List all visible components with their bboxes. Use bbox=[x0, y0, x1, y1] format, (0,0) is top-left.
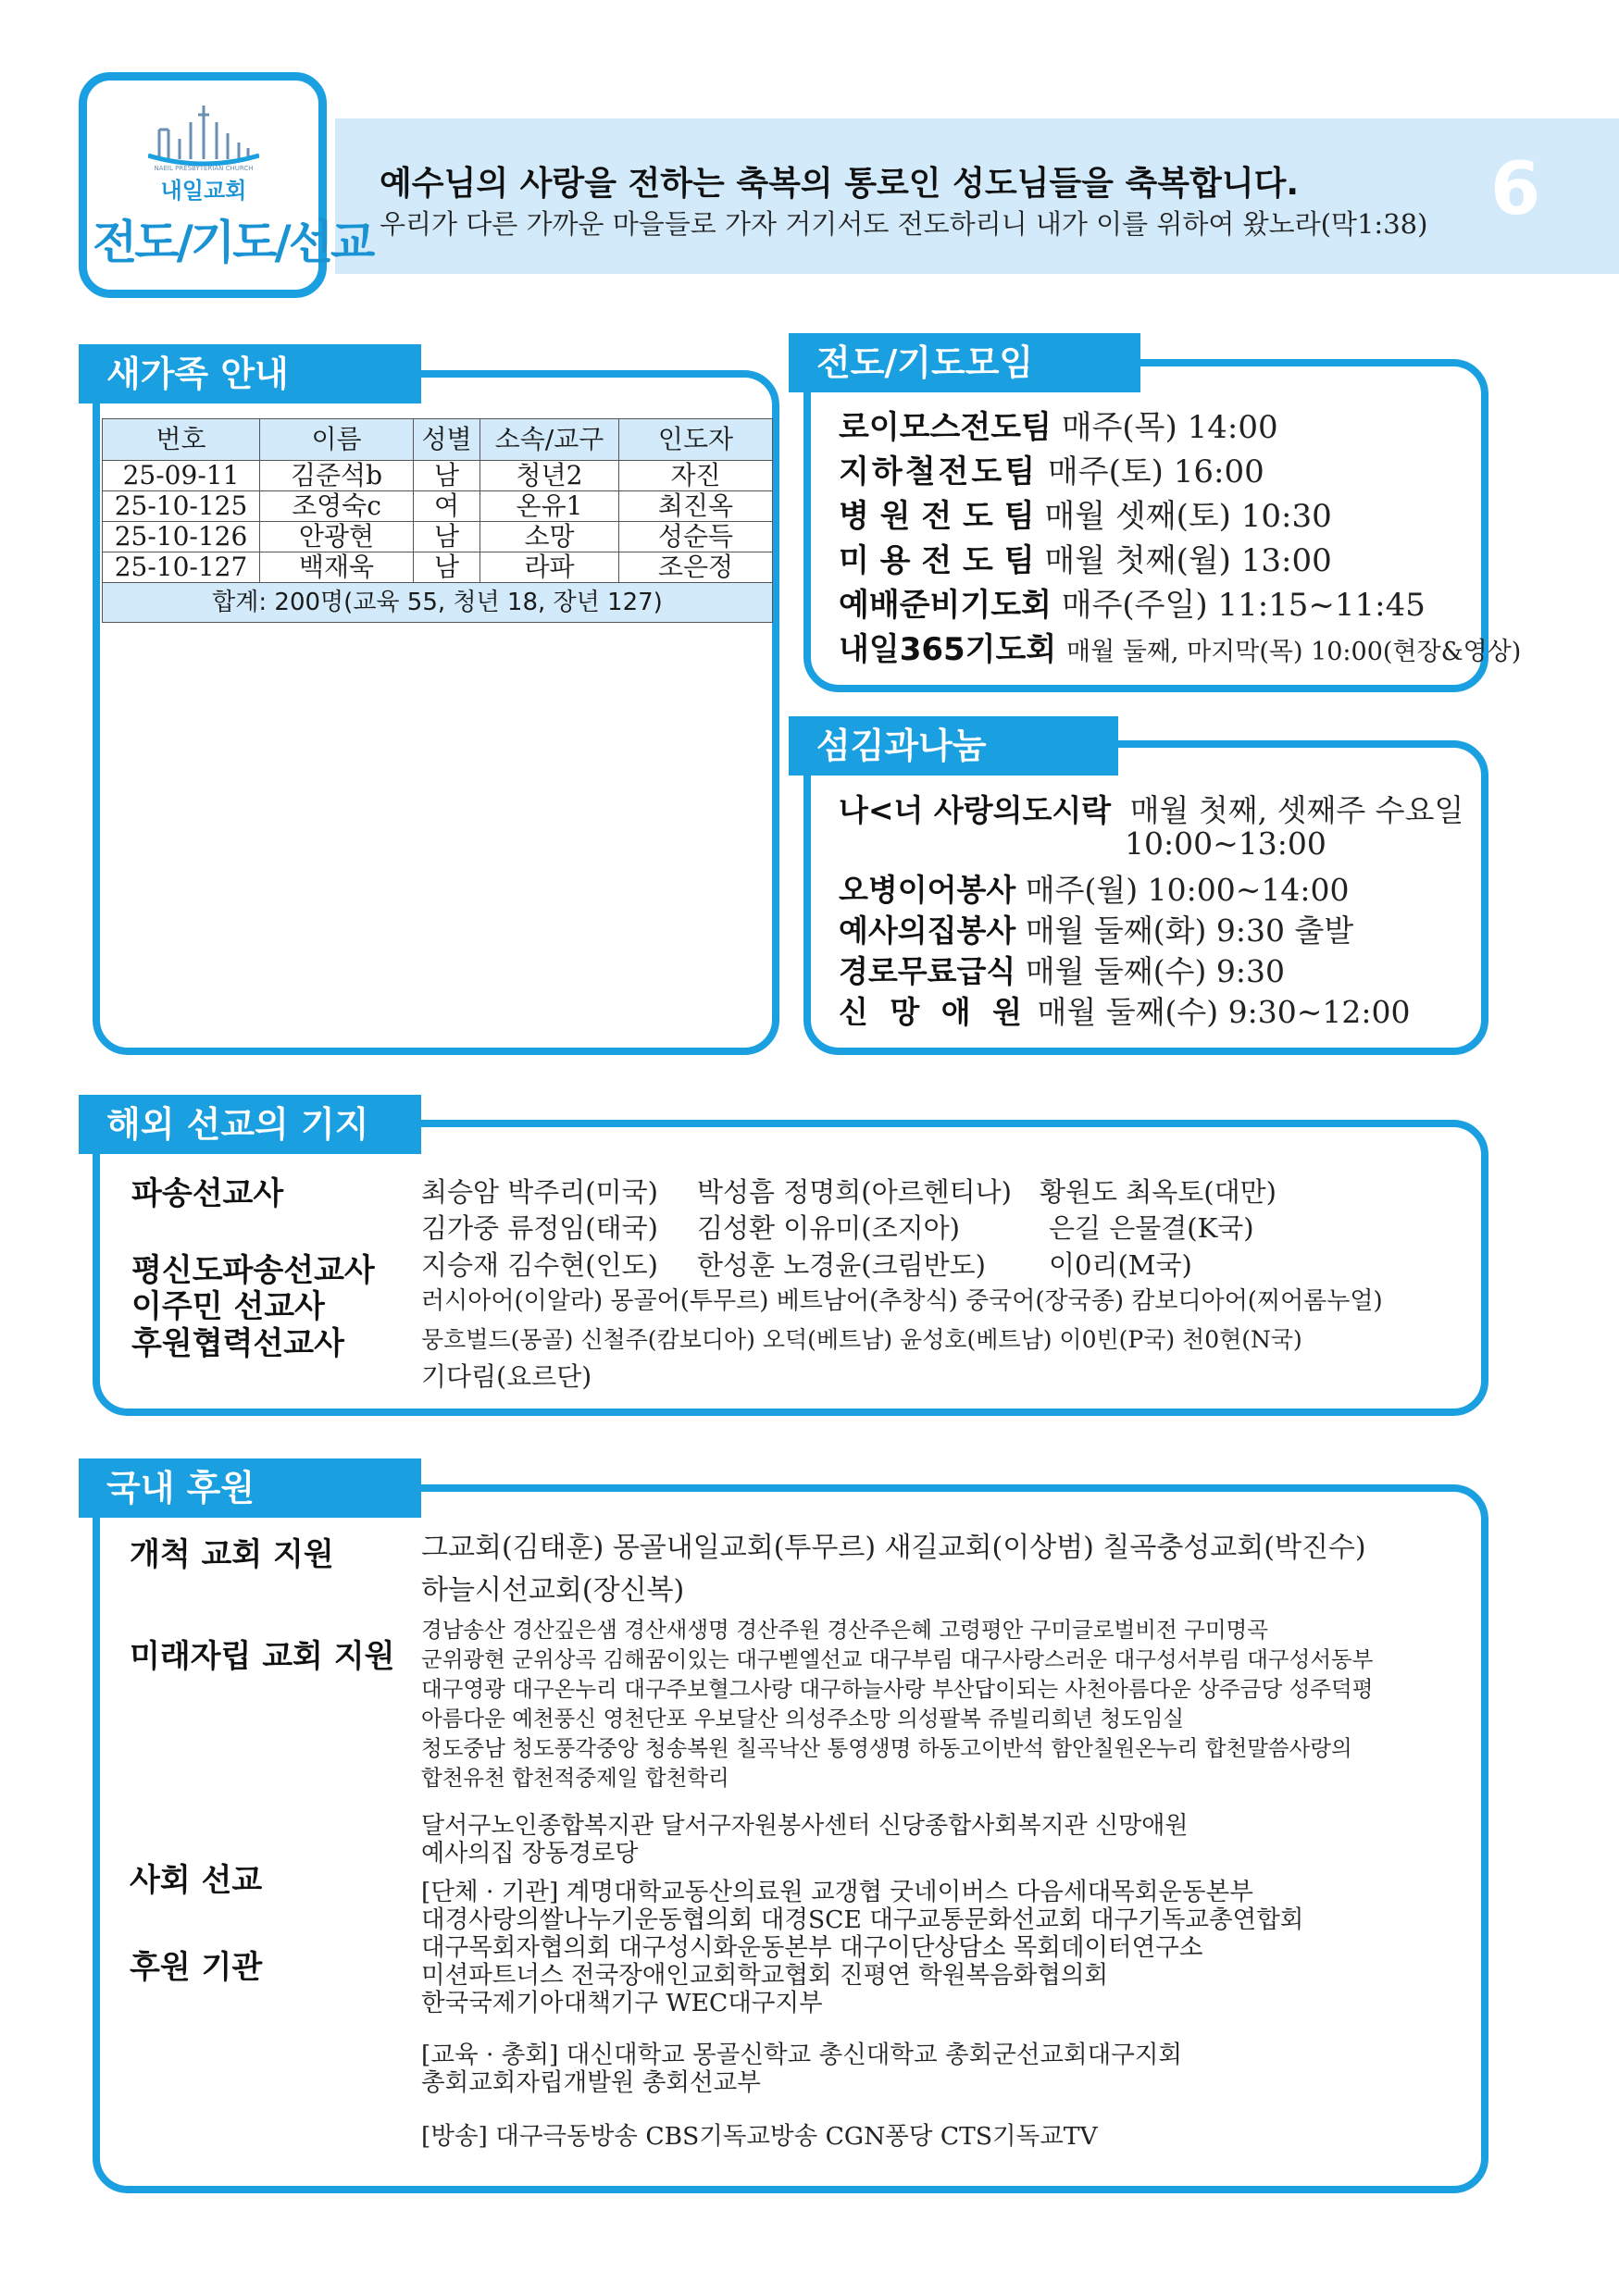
table-row bbox=[103, 522, 773, 552]
service-item bbox=[839, 948, 1285, 991]
table-row bbox=[103, 491, 773, 522]
prayer-item bbox=[839, 446, 1264, 491]
social-line: 달서구노인종합복지관 달서구자원봉사센터 신당종합사회복지관 신망애원 bbox=[421, 1812, 1189, 1840]
overseas-tab: 해외 선교의 기지 bbox=[79, 1095, 421, 1154]
prayer-item-label: 예배준비기도회 bbox=[839, 587, 1052, 624]
service-item-value: 매월 둘째(화) 9:30 출발 bbox=[1025, 912, 1354, 949]
future-line: 경남송산 경산깊은샘 경산새생명 경산주원 경산주은혜 고령평안 구미글로벌비전 구미명곡 bbox=[421, 1617, 1268, 1643]
overseas-line: 러시아어(이알라) 몽골어(투무르) 베트남어(추창식) 중국어(장국종) 캄보디아어(찌어롬누얼) bbox=[421, 1287, 1383, 1315]
service-tab: 섬김과나눔 bbox=[789, 716, 1118, 776]
service-item-label: 나<너 사랑의도시락 bbox=[839, 792, 1112, 828]
overseas-label-partner: 후원협력선교사 bbox=[131, 1325, 344, 1362]
cell-name: 김준석b bbox=[260, 461, 414, 491]
service-item bbox=[839, 866, 1350, 910]
overseas-label-sent: 파송선교사 bbox=[131, 1175, 284, 1212]
domestic-tab: 국내 후원 bbox=[79, 1458, 421, 1518]
cell-guide: 조은정 bbox=[619, 552, 773, 583]
newfamily-tab: 새가족 안내 bbox=[79, 344, 421, 403]
church-logo-icon bbox=[148, 102, 259, 167]
cell-gender: 여 bbox=[414, 491, 480, 522]
table-row bbox=[103, 461, 773, 491]
domestic-label-support: 후원 기관 bbox=[130, 1949, 263, 1986]
prayer-item bbox=[839, 579, 1426, 625]
cell-group: 라파 bbox=[480, 552, 619, 583]
service-item-label: 예사의집봉사 bbox=[839, 912, 1016, 949]
prayer-item-label: 병 원 전 도 팀 bbox=[839, 498, 1035, 535]
missionary-name: 최승암 박주리(미국) bbox=[421, 1176, 658, 1208]
domestic-label-pioneer: 개척 교회 지원 bbox=[130, 1536, 334, 1573]
support-line: 대경사랑의쌀나누기운동협의회 대경SCE 대구교통문화선교회 대구기독교총연합회 bbox=[421, 1905, 1304, 1934]
cell-name: 조영숙c bbox=[260, 491, 414, 522]
prayer-item-value: 매주(토) 16:00 bbox=[1047, 453, 1264, 490]
service-item-value: 매월 둘째(수) 9:30~12:00 bbox=[1037, 994, 1411, 1030]
support-list bbox=[421, 1879, 1303, 2017]
missionary-name: 김가중 류정임(태국) bbox=[421, 1212, 658, 1244]
social-list bbox=[421, 1812, 1189, 1868]
future-list bbox=[421, 1615, 1373, 1793]
support-line: [단체 · 기관] 계명대학교동산의료원 교갱협 굿네이버스 다음세대목회운동본부 bbox=[421, 1878, 1253, 1906]
service-item-label: 오병이어봉사 bbox=[839, 872, 1016, 908]
pioneer-line: 그교회(김태훈) 몽골내일교회(투무르) 새길교회(이상범) 칠곡충성교회(박진수) bbox=[421, 1532, 1366, 1564]
domestic-label-social: 사회 선교 bbox=[130, 1862, 263, 1899]
edu-line: [교육 · 총회] 대신대학교 몽골신학교 총신대학교 총회군선교회대구지회 bbox=[421, 2041, 1183, 2069]
missionary-name: 이0리(M국) bbox=[1049, 1249, 1192, 1281]
future-line: 합천유천 합천적중제일 합천학리 bbox=[421, 1765, 729, 1791]
domestic-label-future: 미래자립 교회 지원 bbox=[130, 1638, 395, 1675]
overseas-line bbox=[421, 1208, 1254, 1246]
service-item-value-cont: 10:00~13:00 bbox=[1125, 825, 1326, 862]
prayer-tab: 전도/기도모임 bbox=[789, 333, 1140, 392]
col-header-number: 번호 bbox=[103, 419, 260, 461]
support-line: 미션파트너스 전국장애인교회학교협회 진평연 학원복음화협의회 bbox=[421, 1961, 1109, 1990]
newfamily-table bbox=[102, 418, 773, 623]
future-line: 청도중남 청도풍각중앙 청송복원 칠곡낙산 통영생명 하동고이반석 함안칠원온누리 합천말씀사랑의 bbox=[421, 1735, 1352, 1761]
cell-number: 25-09-11 bbox=[103, 461, 260, 491]
missionary-name: 한성훈 노경윤(크림반도) bbox=[697, 1249, 986, 1281]
overseas-label-lay: 평신도파송선교사 bbox=[131, 1252, 375, 1289]
prayer-item-label: 지하철전도팀 bbox=[839, 453, 1039, 490]
cell-name: 안광현 bbox=[260, 522, 414, 552]
table-total-row bbox=[103, 583, 773, 623]
cell-name: 백재욱 bbox=[260, 552, 414, 583]
service-item-value: 매월 첫째, 셋째주 수요일 bbox=[1129, 792, 1464, 828]
service-item bbox=[839, 787, 1463, 830]
cell-gender: 남 bbox=[414, 522, 480, 552]
prayer-item-label: 미 용 전 도 팀 bbox=[839, 542, 1035, 579]
page-title: 전도/기도/선교 bbox=[93, 216, 373, 269]
cell-number: 25-10-125 bbox=[103, 491, 260, 522]
missionary-name: 김성환 이유미(조지아) bbox=[697, 1212, 960, 1244]
cell-guide: 최진옥 bbox=[619, 491, 773, 522]
cell-gender: 남 bbox=[414, 552, 480, 583]
service-item-value: 매월 둘째(수) 9:30 bbox=[1025, 953, 1286, 989]
table-total: 합계: 200명(교육 55, 청년 18, 장년 127) bbox=[103, 583, 773, 623]
missionary-name: 은길 은물결(K국) bbox=[1049, 1212, 1254, 1244]
prayer-item bbox=[839, 402, 1278, 447]
missionary-name: 박성흠 정명희(아르헨티나) bbox=[697, 1176, 1013, 1208]
service-item bbox=[839, 907, 1353, 950]
edu-line: 총회교회자립개발원 총회선교부 bbox=[421, 2068, 761, 2097]
overseas-line: 기다림(요르단) bbox=[421, 1361, 592, 1392]
prayer-item bbox=[839, 624, 1521, 669]
cell-guide: 자진 bbox=[619, 461, 773, 491]
service-item-label: 경로무료급식 bbox=[839, 953, 1016, 989]
table-header-row bbox=[103, 419, 773, 461]
prayer-item-value: 매주(주일) 11:15~11:45 bbox=[1061, 587, 1426, 624]
overseas-line: 뭉흐벌드(몽골) 신철주(캄보디아) 오덕(베트남) 윤성호(베트남) 이0빈(P국) 천0현(N국) bbox=[421, 1326, 1302, 1353]
col-header-gender: 성별 bbox=[414, 419, 480, 461]
logo-name: 내일교회 bbox=[160, 178, 247, 204]
prayer-item-value: 매월 셋째(토) 10:30 bbox=[1044, 498, 1332, 535]
logo-small-text: NAEIL PRESBYTERIAN CHURCH bbox=[154, 165, 254, 172]
cell-group: 소망 bbox=[480, 522, 619, 552]
col-header-name: 이름 bbox=[260, 419, 414, 461]
banner-verse: 우리가 다른 가까운 마을들로 가자 거기서도 전도하리니 내가 이를 위하여 왔노라(막1:38) bbox=[380, 208, 1428, 240]
page-number: 6 bbox=[1490, 148, 1541, 231]
future-line: 아름다운 예천풍신 영천단포 우보달산 의성주소망 의성팔복 쥬빌리희년 청도임실 bbox=[421, 1706, 1185, 1731]
cell-gender: 남 bbox=[414, 461, 480, 491]
cell-group: 온유1 bbox=[480, 491, 619, 522]
prayer-item-value: 매월 첫째(월) 13:00 bbox=[1044, 542, 1332, 579]
banner-headline: 예수님의 사랑을 전하는 축복의 통로인 성도님들을 축복합니다. bbox=[380, 165, 1300, 203]
pioneer-list bbox=[421, 1527, 1366, 1612]
future-line: 대구영광 대구온누리 대구주보혈그사랑 대구하늘사랑 부산답이되는 사천아름다운 상주금당 성주덕평 bbox=[421, 1676, 1374, 1702]
missionary-name: 지승재 김수현(인도) bbox=[421, 1249, 658, 1281]
cell-guide: 성순득 bbox=[619, 522, 773, 552]
overseas-line bbox=[421, 1172, 1277, 1210]
future-line: 군위광현 군위상곡 김해꿈이있는 대구벧엘선교 대구부림 대구사랑스러운 대구성서부림 대구성서동부 bbox=[421, 1646, 1374, 1672]
cell-number: 25-10-126 bbox=[103, 522, 260, 552]
overseas-line bbox=[421, 1245, 1192, 1283]
edu-list bbox=[421, 2042, 1182, 2097]
prayer-item-label: 내일365기도회 bbox=[839, 631, 1057, 668]
prayer-item bbox=[839, 535, 1332, 580]
col-header-guide: 인도자 bbox=[619, 419, 773, 461]
col-header-group: 소속/교구 bbox=[480, 419, 619, 461]
cell-number: 25-10-127 bbox=[103, 552, 260, 583]
overseas-label-migrant: 이주민 선교사 bbox=[131, 1288, 325, 1325]
prayer-item-value: 매주(목) 14:00 bbox=[1061, 409, 1278, 446]
service-item-value: 매주(월) 10:00~14:00 bbox=[1025, 872, 1350, 908]
prayer-item bbox=[839, 490, 1332, 536]
prayer-item-label: 로이모스전도팀 bbox=[839, 409, 1052, 446]
missionary-name: 황원도 최옥토(대만) bbox=[1040, 1176, 1277, 1208]
table-row bbox=[103, 552, 773, 583]
prayer-item-value: 매월 둘째, 마지막(목) 10:00(현장&영상) bbox=[1066, 638, 1522, 666]
broadcast-line: [방송] 대구극동방송 CBS기독교방송 CGN퐁당 CTS기독교TV bbox=[421, 2122, 1098, 2151]
pioneer-line: 하늘시선교회(장신복) bbox=[421, 1574, 685, 1607]
support-line: 대구목회자협의회 대구성시화운동본부 대구이단상담소 목회데이터연구소 bbox=[421, 1933, 1203, 1962]
support-line: 한국국제기아대책기구 WEC대구지부 bbox=[421, 1989, 823, 2017]
service-item-label: 신 망 애 원 bbox=[839, 994, 1027, 1030]
social-line: 예사의집 장동경로당 bbox=[421, 1840, 639, 1868]
cell-group: 청년2 bbox=[480, 461, 619, 491]
service-item bbox=[839, 988, 1410, 1032]
